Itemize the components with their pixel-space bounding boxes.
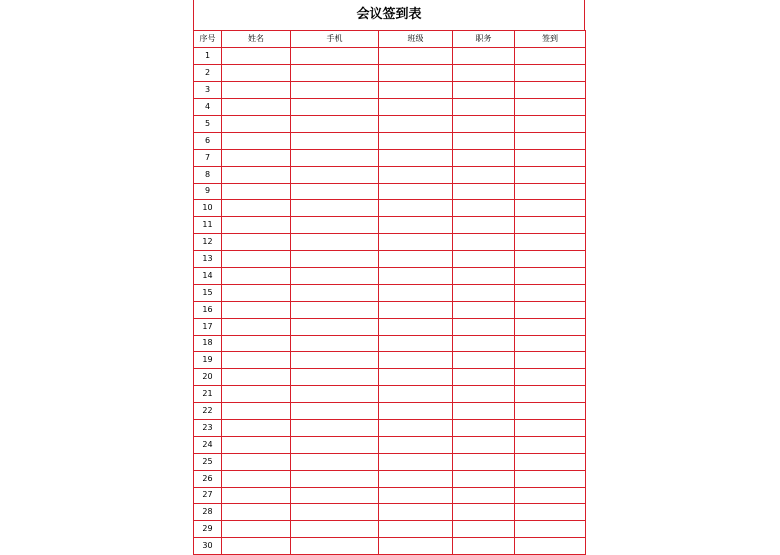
table-row (194, 217, 586, 234)
name-cell[interactable] (222, 284, 291, 301)
table-row (194, 301, 586, 318)
phone-cell[interactable] (291, 115, 379, 132)
table-row (194, 419, 586, 436)
sign-cell[interactable] (515, 200, 586, 217)
row-number: 29 (194, 521, 222, 538)
position-cell[interactable] (453, 301, 515, 318)
phone-cell[interactable] (291, 217, 379, 234)
sign-cell[interactable] (515, 166, 586, 183)
position-cell[interactable] (453, 284, 515, 301)
class-cell[interactable] (379, 132, 453, 149)
phone-cell[interactable] (291, 82, 379, 99)
table-row (194, 115, 586, 132)
phone-cell[interactable] (291, 538, 379, 555)
table-row (194, 149, 586, 166)
class-cell[interactable] (379, 267, 453, 284)
row-number: 1 (194, 48, 222, 65)
header-seq: 序号 (194, 31, 222, 48)
phone-cell[interactable] (291, 234, 379, 251)
phone-cell[interactable] (291, 318, 379, 335)
position-cell[interactable] (453, 267, 515, 284)
class-cell[interactable] (379, 419, 453, 436)
row-number: 30 (194, 538, 222, 555)
phone-cell[interactable] (291, 453, 379, 470)
phone-cell[interactable] (291, 132, 379, 149)
name-cell[interactable] (222, 318, 291, 335)
name-cell[interactable] (222, 183, 291, 200)
name-cell[interactable] (222, 166, 291, 183)
sign-cell[interactable] (515, 386, 586, 403)
sign-cell[interactable] (515, 99, 586, 116)
position-cell[interactable] (453, 200, 515, 217)
sign-cell[interactable] (515, 538, 586, 555)
sign-cell[interactable] (515, 470, 586, 487)
sign-cell[interactable] (515, 82, 586, 99)
position-cell[interactable] (453, 65, 515, 82)
phone-cell[interactable] (291, 403, 379, 420)
position-cell[interactable] (453, 149, 515, 166)
name-cell[interactable] (222, 267, 291, 284)
position-cell[interactable] (453, 369, 515, 386)
class-cell[interactable] (379, 48, 453, 65)
name-cell[interactable] (222, 352, 291, 369)
table-row (194, 352, 586, 369)
header-row (194, 31, 586, 48)
class-cell[interactable] (379, 504, 453, 521)
sign-cell[interactable] (515, 403, 586, 420)
phone-cell[interactable] (291, 386, 379, 403)
sign-in-table (193, 30, 586, 555)
table-row (194, 318, 586, 335)
sign-cell[interactable] (515, 217, 586, 234)
row-number: 13 (194, 251, 222, 268)
sign-cell[interactable] (515, 318, 586, 335)
table-row (194, 284, 586, 301)
name-cell[interactable] (222, 436, 291, 453)
position-cell[interactable] (453, 132, 515, 149)
sign-cell[interactable] (515, 504, 586, 521)
phone-cell[interactable] (291, 470, 379, 487)
sheet-title: 会议签到表 (193, 0, 585, 30)
sign-cell[interactable] (515, 352, 586, 369)
row-number: 2 (194, 65, 222, 82)
row-number: 18 (194, 335, 222, 352)
class-cell[interactable] (379, 369, 453, 386)
row-number: 27 (194, 487, 222, 504)
name-cell[interactable] (222, 453, 291, 470)
sign-cell[interactable] (515, 419, 586, 436)
position-cell[interactable] (453, 470, 515, 487)
table-row (194, 487, 586, 504)
phone-cell[interactable] (291, 419, 379, 436)
sign-cell[interactable] (515, 251, 586, 268)
row-number: 19 (194, 352, 222, 369)
sign-cell[interactable] (515, 369, 586, 386)
sign-cell[interactable] (515, 48, 586, 65)
name-cell[interactable] (222, 487, 291, 504)
name-cell[interactable] (222, 99, 291, 116)
position-cell[interactable] (453, 166, 515, 183)
sign-cell[interactable] (515, 234, 586, 251)
table-row (194, 521, 586, 538)
table-row (194, 369, 586, 386)
class-cell[interactable] (379, 538, 453, 555)
table-row (194, 403, 586, 420)
position-cell[interactable] (453, 352, 515, 369)
table-row (194, 200, 586, 217)
class-cell[interactable] (379, 352, 453, 369)
name-cell[interactable] (222, 369, 291, 386)
name-cell[interactable] (222, 234, 291, 251)
class-cell[interactable] (379, 301, 453, 318)
position-cell[interactable] (453, 251, 515, 268)
sign-cell[interactable] (515, 267, 586, 284)
sign-cell[interactable] (515, 487, 586, 504)
table-row (194, 132, 586, 149)
row-number: 24 (194, 436, 222, 453)
phone-cell[interactable] (291, 335, 379, 352)
class-cell[interactable] (379, 470, 453, 487)
header-class: 班级 (379, 31, 453, 48)
phone-cell[interactable] (291, 504, 379, 521)
table-row (194, 82, 586, 99)
name-cell[interactable] (222, 82, 291, 99)
row-number: 21 (194, 386, 222, 403)
position-cell[interactable] (453, 318, 515, 335)
row-number: 3 (194, 82, 222, 99)
row-number: 7 (194, 149, 222, 166)
class-cell[interactable] (379, 166, 453, 183)
position-cell[interactable] (453, 403, 515, 420)
row-number: 23 (194, 419, 222, 436)
position-cell[interactable] (453, 538, 515, 555)
position-cell[interactable] (453, 487, 515, 504)
row-number: 17 (194, 318, 222, 335)
table-row (194, 234, 586, 251)
sign-cell[interactable] (515, 301, 586, 318)
class-cell[interactable] (379, 82, 453, 99)
name-cell[interactable] (222, 48, 291, 65)
name-cell[interactable] (222, 335, 291, 352)
name-cell[interactable] (222, 538, 291, 555)
table-row (194, 65, 586, 82)
phone-cell[interactable] (291, 99, 379, 116)
table-row (194, 48, 586, 65)
header-position: 职务 (453, 31, 515, 48)
class-cell[interactable] (379, 335, 453, 352)
name-cell[interactable] (222, 521, 291, 538)
phone-cell[interactable] (291, 251, 379, 268)
class-cell[interactable] (379, 234, 453, 251)
phone-cell[interactable] (291, 166, 379, 183)
table-body (194, 48, 586, 555)
class-cell[interactable] (379, 318, 453, 335)
position-cell[interactable] (453, 453, 515, 470)
table-row (194, 267, 586, 284)
name-cell[interactable] (222, 403, 291, 420)
position-cell[interactable] (453, 234, 515, 251)
class-cell[interactable] (379, 99, 453, 116)
phone-cell[interactable] (291, 200, 379, 217)
row-number: 8 (194, 166, 222, 183)
table-row (194, 251, 586, 268)
row-number: 6 (194, 132, 222, 149)
position-cell[interactable] (453, 115, 515, 132)
sign-in-sheet (193, 0, 585, 551)
sign-cell[interactable] (515, 149, 586, 166)
class-cell[interactable] (379, 183, 453, 200)
name-cell[interactable] (222, 470, 291, 487)
name-cell[interactable] (222, 217, 291, 234)
phone-cell[interactable] (291, 521, 379, 538)
row-number: 4 (194, 99, 222, 116)
class-cell[interactable] (379, 251, 453, 268)
table-row (194, 453, 586, 470)
table-row (194, 436, 586, 453)
table-row (194, 166, 586, 183)
row-number: 16 (194, 301, 222, 318)
class-cell[interactable] (379, 436, 453, 453)
name-cell[interactable] (222, 115, 291, 132)
sign-cell[interactable] (515, 115, 586, 132)
position-cell[interactable] (453, 48, 515, 65)
table-row (194, 470, 586, 487)
phone-cell[interactable] (291, 487, 379, 504)
name-cell[interactable] (222, 301, 291, 318)
header-sign: 签到 (515, 31, 586, 48)
header-phone: 手机 (291, 31, 379, 48)
phone-cell[interactable] (291, 284, 379, 301)
phone-cell[interactable] (291, 48, 379, 65)
position-cell[interactable] (453, 217, 515, 234)
phone-cell[interactable] (291, 149, 379, 166)
sign-cell[interactable] (515, 453, 586, 470)
position-cell[interactable] (453, 521, 515, 538)
row-number: 15 (194, 284, 222, 301)
name-cell[interactable] (222, 386, 291, 403)
class-cell[interactable] (379, 200, 453, 217)
position-cell[interactable] (453, 419, 515, 436)
sign-cell[interactable] (515, 65, 586, 82)
class-cell[interactable] (379, 521, 453, 538)
table-row (194, 99, 586, 116)
position-cell[interactable] (453, 335, 515, 352)
phone-cell[interactable] (291, 436, 379, 453)
table-row (194, 183, 586, 200)
class-cell[interactable] (379, 487, 453, 504)
table-row (194, 538, 586, 555)
sign-cell[interactable] (515, 132, 586, 149)
sign-cell[interactable] (515, 521, 586, 538)
name-cell[interactable] (222, 200, 291, 217)
class-cell[interactable] (379, 403, 453, 420)
row-number: 14 (194, 267, 222, 284)
table-row (194, 386, 586, 403)
position-cell[interactable] (453, 386, 515, 403)
position-cell[interactable] (453, 82, 515, 99)
table-row (194, 335, 586, 352)
sign-cell[interactable] (515, 183, 586, 200)
row-number: 25 (194, 453, 222, 470)
row-number: 9 (194, 183, 222, 200)
sign-cell[interactable] (515, 436, 586, 453)
phone-cell[interactable] (291, 267, 379, 284)
row-number: 22 (194, 403, 222, 420)
class-cell[interactable] (379, 284, 453, 301)
class-cell[interactable] (379, 453, 453, 470)
position-cell[interactable] (453, 99, 515, 116)
class-cell[interactable] (379, 217, 453, 234)
sign-cell[interactable] (515, 284, 586, 301)
row-number: 26 (194, 470, 222, 487)
name-cell[interactable] (222, 251, 291, 268)
name-cell[interactable] (222, 504, 291, 521)
sign-cell[interactable] (515, 335, 586, 352)
phone-cell[interactable] (291, 65, 379, 82)
name-cell[interactable] (222, 149, 291, 166)
phone-cell[interactable] (291, 183, 379, 200)
row-number: 28 (194, 504, 222, 521)
name-cell[interactable] (222, 419, 291, 436)
class-cell[interactable] (379, 149, 453, 166)
class-cell[interactable] (379, 386, 453, 403)
row-number: 11 (194, 217, 222, 234)
table-header (194, 31, 586, 48)
name-cell[interactable] (222, 132, 291, 149)
table-row (194, 504, 586, 521)
name-cell[interactable] (222, 65, 291, 82)
row-number: 5 (194, 115, 222, 132)
header-name: 姓名 (222, 31, 291, 48)
class-cell[interactable] (379, 115, 453, 132)
position-cell[interactable] (453, 504, 515, 521)
phone-cell[interactable] (291, 301, 379, 318)
position-cell[interactable] (453, 183, 515, 200)
row-number: 12 (194, 234, 222, 251)
row-number: 20 (194, 369, 222, 386)
phone-cell[interactable] (291, 352, 379, 369)
class-cell[interactable] (379, 65, 453, 82)
position-cell[interactable] (453, 436, 515, 453)
row-number: 10 (194, 200, 222, 217)
phone-cell[interactable] (291, 369, 379, 386)
